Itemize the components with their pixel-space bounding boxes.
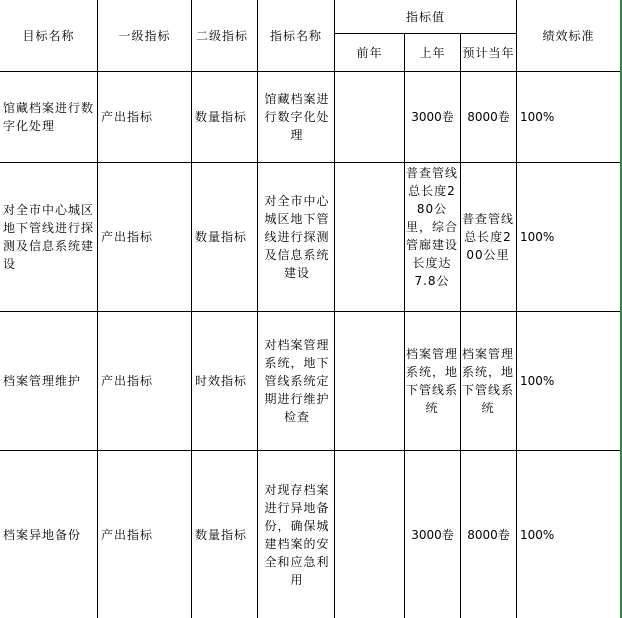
row2-last: 普查管线总长度280公里，综合管廊建设长度达7.8公 — [406, 166, 458, 288]
row3-expected: 档案管理系统，地下管线系统 — [462, 347, 515, 415]
row4-level1: 产出指标 — [101, 527, 154, 542]
row3-level1: 产出指标 — [101, 374, 154, 388]
row4-last: 3000卷 — [411, 527, 454, 542]
row3-prev — [335, 312, 404, 450]
row1-indicator: 馆藏档案进行数字化处理 — [264, 92, 330, 142]
row2-prev — [335, 163, 404, 311]
row3-last: 档案管理系统，地下管线系统 — [406, 347, 459, 415]
row4-standard: 100% — [520, 527, 555, 542]
row4-expected: 8000卷 — [467, 527, 510, 542]
row2-level1: 产出指标 — [101, 230, 154, 244]
header-indicator-name: 指标名称 — [269, 28, 322, 43]
row1-level1: 产出指标 — [101, 110, 154, 124]
header-prev-year: 前年 — [356, 45, 383, 60]
row3-level2: 时效指标 — [195, 374, 248, 388]
row3-goal: 档案管理维护 — [3, 374, 82, 388]
header-last-year: 上年 — [419, 45, 446, 60]
row1-level2: 数量指标 — [195, 110, 248, 124]
row1-expected: 8000卷 — [467, 110, 510, 124]
row3-indicator: 对档案管理系统，地下管线系统定期进行维护检查 — [264, 338, 330, 424]
row1-goal: 馆藏档案进行数字化处理 — [3, 101, 95, 133]
grid-line — [257, 0, 258, 618]
row4-level2: 数量指标 — [195, 527, 248, 542]
row4-indicator: 对现存档案进行异地备份，确保城建档案的安全和应急利用 — [264, 482, 330, 587]
row1-standard: 100% — [520, 110, 555, 124]
row1-prev — [335, 72, 404, 162]
header-level2: 二级指标 — [195, 29, 248, 43]
header-goal-name: 目标名称 — [22, 28, 75, 43]
row2-level2: 数量指标 — [195, 230, 248, 244]
row4-prev — [335, 451, 404, 618]
row3-standard: 100% — [520, 374, 555, 388]
header-standard: 绩效标准 — [542, 28, 595, 43]
row2-goal: 对全市中心城区地下管线进行探测及信息系统建设 — [3, 203, 95, 271]
row4-goal: 档案异地备份 — [3, 527, 82, 542]
row2-expected: 普查管线总长度200公里 — [462, 212, 515, 262]
header-expected-year: 预计当年 — [462, 45, 515, 60]
row2-indicator: 对全市中心城区地下管线进行探测及信息系统建设 — [264, 194, 330, 280]
row1-last: 3000卷 — [411, 110, 454, 124]
header-level1: 一级指标 — [118, 28, 171, 43]
row2-standard: 100% — [520, 230, 555, 244]
header-indicator-value: 指标值 — [405, 9, 445, 24]
